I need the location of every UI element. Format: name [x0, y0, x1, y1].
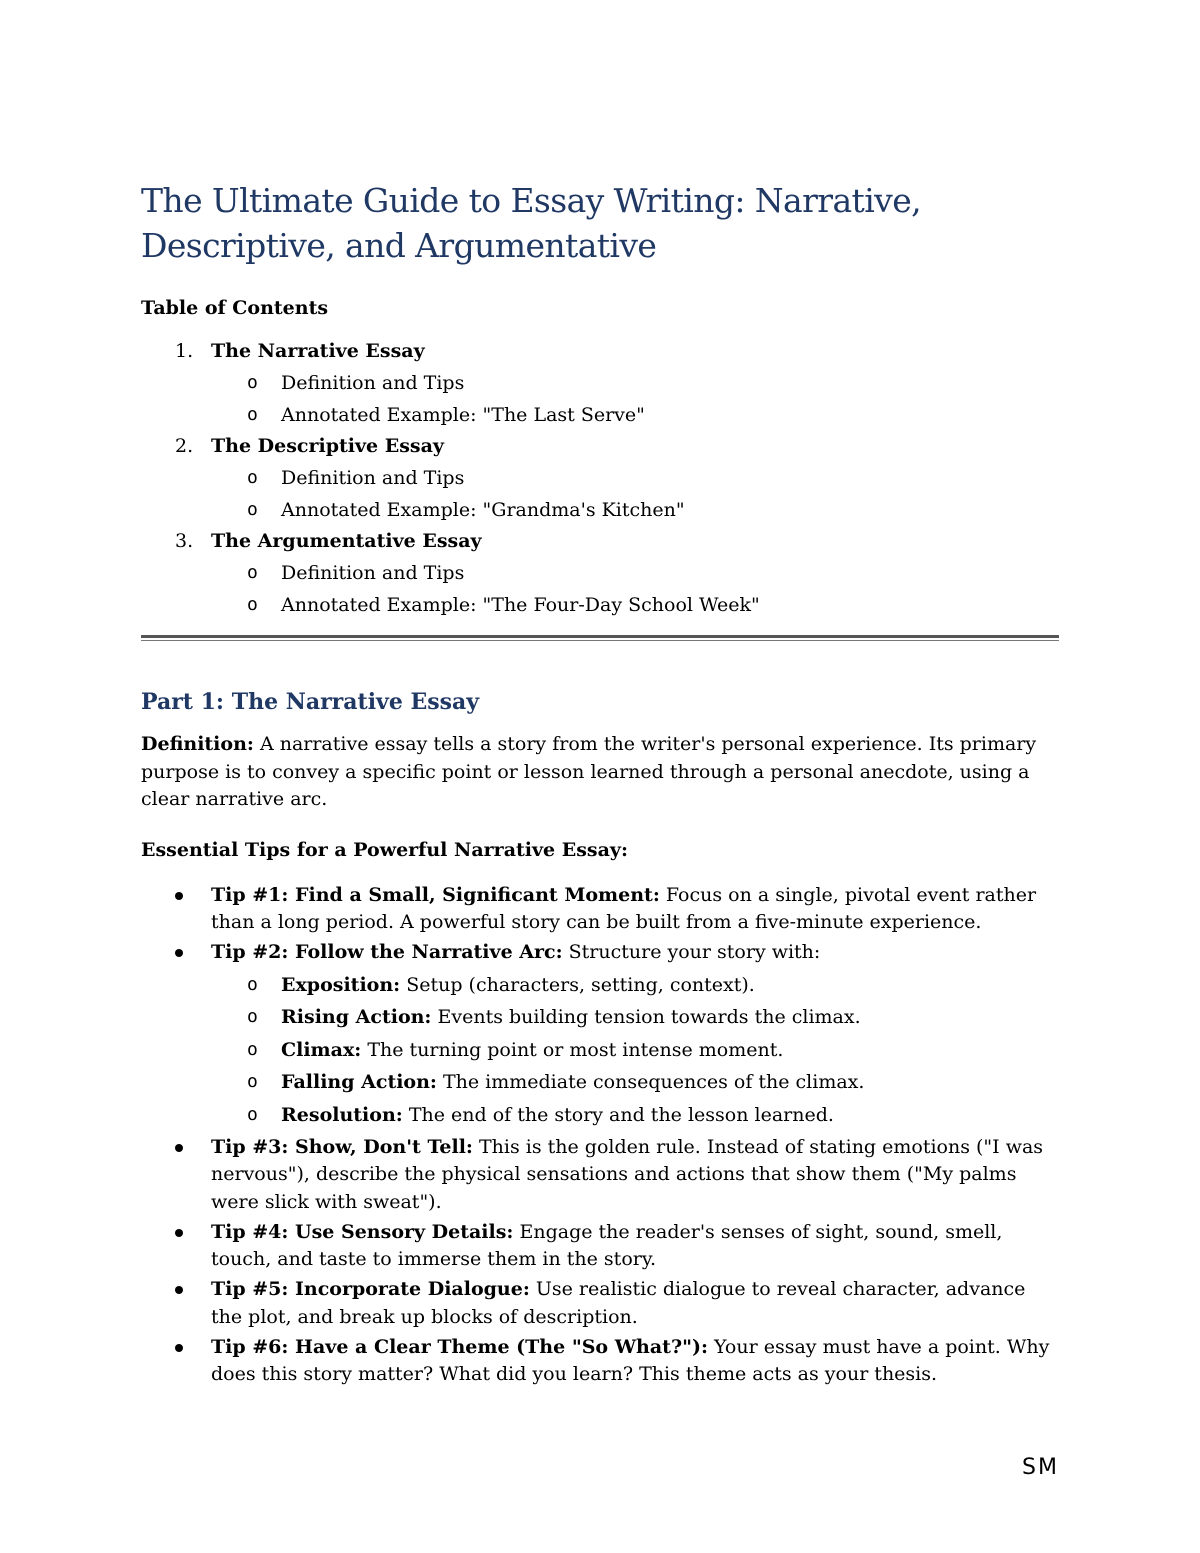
- definition-text: A narrative essay tells a story from the writer's personal experience. Its primary purpose is to convey a specific point or lesson learned through a personal anecdote, using a clear narrative arc.: [141, 733, 1037, 810]
- toc-subitem-label: Definition and Tips: [281, 562, 465, 584]
- toc-subitem-label: Annotated Example: "Grandma's Kitchen": [281, 499, 685, 521]
- tip-item: [141, 939, 1061, 1131]
- circle-bullet-icon: o: [247, 562, 258, 583]
- toc-number: 1.: [175, 340, 194, 362]
- tip-item: [141, 882, 1061, 937]
- toc-heading: Table of Contents: [141, 297, 329, 319]
- table-of-contents: [141, 336, 1061, 621]
- toc-number: 3.: [175, 530, 194, 552]
- circle-bullet-icon: o: [247, 372, 258, 393]
- tip-item: [141, 1334, 1061, 1389]
- circle-bullet-icon: o: [247, 1038, 258, 1060]
- tip-label: Tip #1: Find a Small, Significant Moment:: [211, 883, 660, 906]
- toc-subitem: [211, 589, 1061, 621]
- toc-subitem: [211, 494, 1061, 526]
- toc-sublist: [211, 367, 1061, 431]
- bullet-icon: [175, 1144, 183, 1152]
- toc-subitem: [211, 367, 1061, 399]
- circle-bullet-icon: o: [247, 404, 258, 425]
- divider-line-thick: [141, 635, 1059, 638]
- circle-bullet-icon: o: [247, 1071, 258, 1092]
- arc-label: Climax:: [281, 1038, 362, 1061]
- toc-item: [141, 431, 1061, 526]
- toc-subitem: [211, 557, 1061, 589]
- toc-label: The Narrative Essay: [211, 340, 425, 362]
- tips-list: [141, 882, 1061, 1389]
- footer-initials: SM: [1022, 1455, 1059, 1480]
- toc-sublist: [211, 557, 1061, 621]
- bullet-icon: [175, 1229, 183, 1237]
- bullet-icon: [175, 1344, 183, 1352]
- arc-text: The immediate consequences of the climax.: [436, 1071, 865, 1093]
- toc-subitem: [211, 399, 1061, 431]
- arc-text: The turning point or most intense moment.: [361, 1038, 784, 1061]
- toc-subitem: [211, 462, 1061, 494]
- circle-bullet-icon: o: [247, 499, 258, 520]
- definition-label: Definition:: [141, 733, 254, 755]
- arc-text: Events building tension towards the climax.: [431, 1006, 861, 1028]
- arc-item: [141, 969, 1061, 1002]
- tip-item: [141, 1276, 1061, 1331]
- tip-item: [141, 1219, 1061, 1274]
- circle-bullet-icon: o: [247, 1006, 258, 1027]
- toc-item: [141, 526, 1061, 621]
- tip-label: Tip #6: Have a Clear Theme (The "So What?"):: [211, 1335, 708, 1358]
- page-content: [141, 178, 1061, 1391]
- document-title: The Ultimate Guide to Essay Writing: Narrative, Descriptive, and Argumentative: [141, 181, 922, 265]
- tip-label: Tip #4: Use Sensory Details:: [211, 1220, 514, 1243]
- arc-item: [141, 1001, 1061, 1034]
- toc-label: The Argumentative Essay: [211, 530, 482, 552]
- tip-text: Focus on a single, pivotal event rather than a long period. A powerful story can be built from a five-minute experience.: [211, 883, 1037, 933]
- tip-label: Tip #2: Follow the Narrative Arc:: [211, 941, 563, 963]
- bullet-icon: [175, 892, 183, 900]
- arc-item: [141, 1066, 1061, 1099]
- section-divider: [141, 635, 1059, 641]
- arc-item: [141, 1099, 1061, 1132]
- toc-subitem-label: Annotated Example: "The Four-Day School Week": [281, 594, 760, 616]
- tips-heading: Essential Tips for a Powerful Narrative Essay:: [141, 838, 628, 861]
- arc-item: [141, 1034, 1061, 1067]
- tip-item: [141, 1134, 1061, 1217]
- circle-bullet-icon: o: [247, 1103, 258, 1125]
- toc-number: 2.: [175, 435, 194, 457]
- arc-text: The end of the story and the lesson learned.: [402, 1103, 834, 1126]
- arc-text: Setup (characters, setting, context).: [400, 973, 755, 996]
- toc-label: The Descriptive Essay: [211, 435, 444, 457]
- tip-text: Engage the reader's senses of sight, sound, smell, touch, and taste to immerse them in the story.: [211, 1220, 1003, 1270]
- definition-paragraph: [141, 731, 1061, 814]
- tip-label: Tip #5: Incorporate Dialogue:: [211, 1278, 530, 1300]
- circle-bullet-icon: o: [247, 973, 258, 995]
- arc-label: Exposition:: [281, 973, 401, 996]
- toc-subitem-label: Definition and Tips: [281, 467, 465, 489]
- circle-bullet-icon: o: [247, 467, 258, 488]
- divider-line-thin: [141, 640, 1059, 641]
- arc-label: Resolution:: [281, 1103, 403, 1126]
- toc-sublist: [211, 462, 1061, 526]
- arc-label: Falling Action:: [281, 1071, 437, 1093]
- tip-text: Structure your story with:: [562, 941, 821, 963]
- tip-text: Use realistic dialogue to reveal character, advance the plot, and break up blocks of description.: [211, 1278, 1026, 1328]
- circle-bullet-icon: o: [247, 594, 258, 615]
- toc-subitem-label: Definition and Tips: [281, 372, 465, 394]
- tip-label: Tip #3: Show, Don't Tell:: [211, 1135, 473, 1158]
- bullet-icon: [175, 1286, 183, 1294]
- tip-text: Your essay must have a point. Why does this story matter? What did you learn? This theme acts as your thesis.: [211, 1335, 1050, 1385]
- arc-label: Rising Action:: [281, 1006, 432, 1028]
- narrative-arc-list: [211, 969, 1061, 1132]
- bullet-icon: [175, 949, 183, 957]
- part1-heading: Part 1: The Narrative Essay: [141, 689, 480, 715]
- toc-subitem-label: Annotated Example: "The Last Serve": [281, 404, 645, 426]
- toc-item: [141, 336, 1061, 431]
- tip-text: This is the golden rule. Instead of stating emotions ("I was nervous"), describe the physical sensations and actions that show them ("My palms were slick with sweat").: [211, 1135, 1044, 1213]
